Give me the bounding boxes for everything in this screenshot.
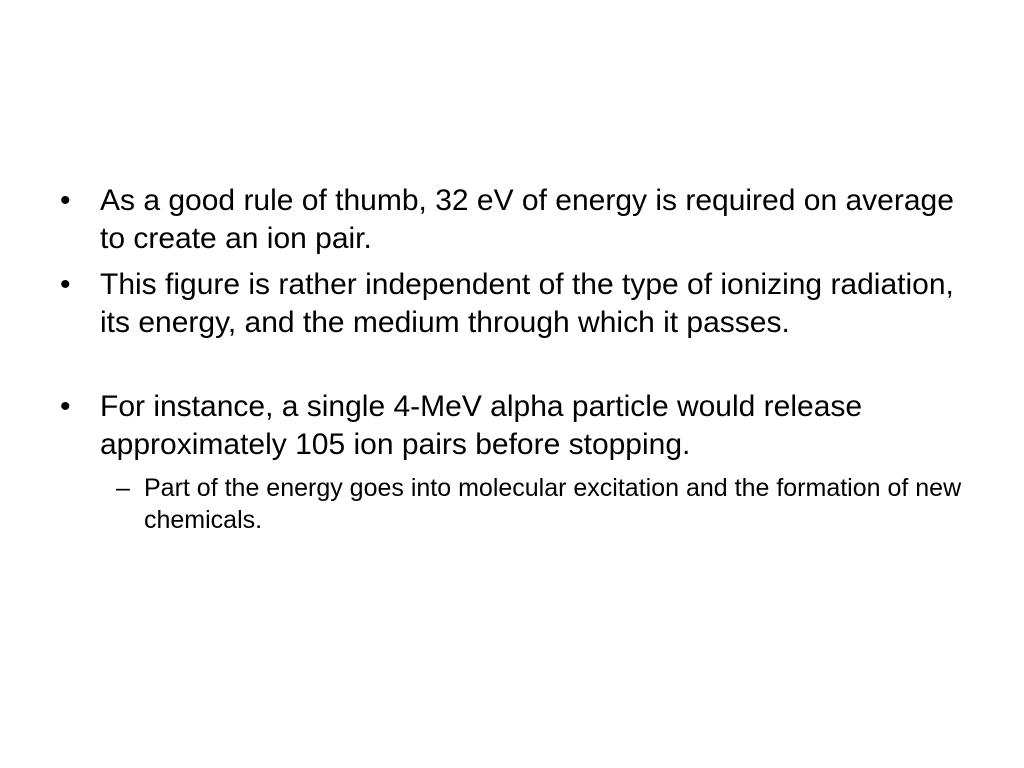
bullet-item: [58, 388, 978, 464]
bullet-text: For instance, a single 4-MeV alpha particle would release approximately 105 ion pairs before stopping.: [100, 390, 863, 461]
bullet-item: [58, 182, 978, 258]
sub-bullet-marker: –: [116, 474, 130, 502]
bullet-marker: •: [60, 184, 71, 217]
bullet-marker: •: [60, 390, 71, 423]
slide-content: [58, 182, 978, 536]
sub-bullet-item: [116, 472, 978, 536]
bullet-spacer: [58, 350, 978, 388]
bullet-text: This figure is rather independent of the type of ionizing radiation, its energy, and the medium through which it passes.: [100, 268, 954, 339]
bullet-text: As a good rule of thumb, 32 eV of energy is required on average to create an ion pair.: [100, 184, 954, 255]
sub-bullet-text: Part of the energy goes into molecular excitation and the formation of new chemicals.: [144, 474, 962, 534]
bullet-marker: •: [60, 268, 71, 301]
bullet-item: [58, 266, 978, 342]
